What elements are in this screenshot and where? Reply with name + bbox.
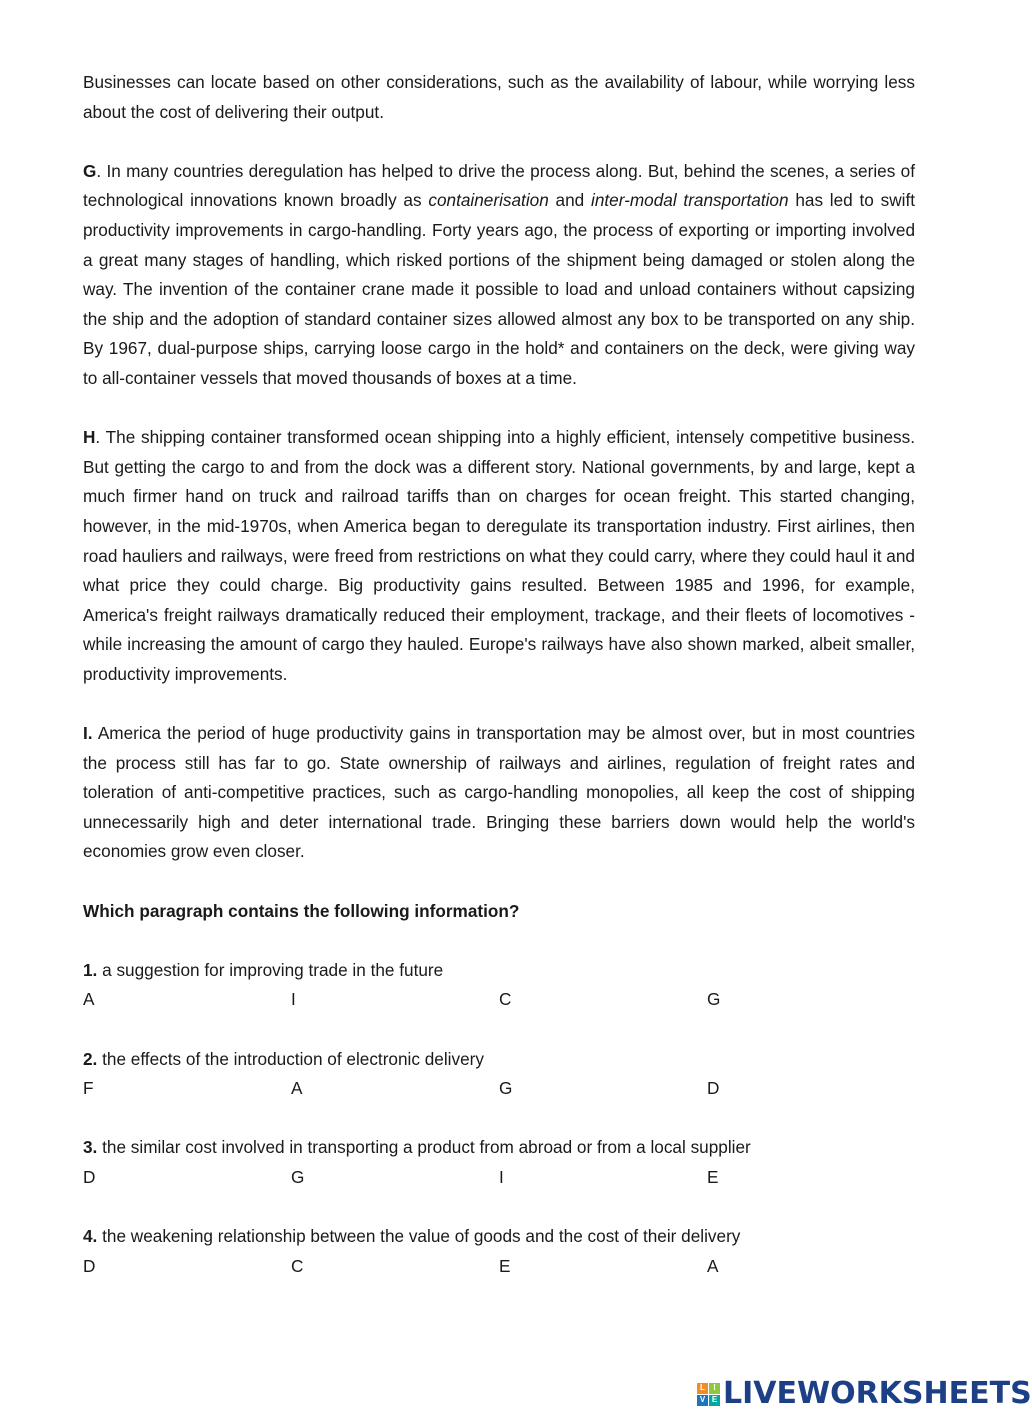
answer-options: [83, 1163, 915, 1193]
option-a[interactable]: D: [83, 1166, 96, 1187]
question-text: the effects of the introduction of electronic delivery: [97, 1048, 484, 1069]
question-2: [83, 1045, 915, 1104]
paragraph-h: H. The shipping container transformed ocean shipping into a highly efficient, intensely competitive business. But getting the cargo to and from the dock was a different story. National governments, by and large, kept a much firmer hand on truck and railroad tariffs than on charges for ocean freight. This started changing, however, in the mid-1970s, when America began to deregulate its transportation industry. First airlines, then road hauliers and railways, were freed from restrictions on what they could carry, where they could haul it and what price they could charge. Big productivity gains resulted. Between 1985 and 1996, for example, America's freight railways dramatically reduced their employment, trackage, and their fleets of locomotives - while increasing the amount of cargo they hauled. Europe's railways have also shown marked, albeit smaller, productivity improvements.: [83, 427, 915, 684]
option-d[interactable]: D: [707, 1078, 720, 1099]
brand-logo-icon: [697, 1383, 720, 1406]
paragraph-i: I. America the period of huge productivity gains in transportation may be almost over, but in most countries the process still has far to go. State ownership of railways and airlines, regulation of freight rates and toleration of anti-competitive practices, such as cargo-handling monopolies, all keep the cost of shipping unnecessarily high and deter international trade. Bringing these barriers down would help the world's economies grow even closer.: [83, 723, 915, 862]
question-text: a suggestion for improving trade in the future: [97, 959, 444, 980]
logo-tile: I: [709, 1383, 720, 1394]
option-d[interactable]: G: [707, 989, 721, 1010]
question-text: the weakening relationship between the value of goods and the cost of their delivery: [97, 1226, 741, 1247]
option-a[interactable]: A: [83, 989, 95, 1010]
worksheet-page: [83, 68, 915, 1281]
option-b[interactable]: C: [291, 1255, 304, 1276]
question-3: [83, 1133, 915, 1192]
option-a[interactable]: F: [83, 1078, 94, 1099]
option-b[interactable]: I: [291, 989, 296, 1010]
question-number: 2.: [83, 1048, 98, 1069]
logo-tile: L: [697, 1383, 708, 1394]
question-number: 4.: [83, 1226, 98, 1247]
intro-paragraph: Businesses can locate based on other considerations, such as the availability of labour, while worrying less about the cost of delivering their output.: [83, 72, 915, 122]
liveworksheets-brand[interactable]: [697, 1376, 1032, 1412]
option-c[interactable]: E: [499, 1255, 511, 1276]
paragraph-h-letter: H: [83, 427, 96, 448]
option-d[interactable]: A: [707, 1255, 719, 1276]
question-text: the similar cost involved in transporting a product from abroad or from a local supplier: [97, 1137, 751, 1158]
answer-options: [83, 1252, 915, 1282]
brand-name: LIVEWORKSHEETS: [723, 1376, 1032, 1411]
option-b[interactable]: A: [291, 1078, 303, 1099]
option-d[interactable]: E: [707, 1166, 719, 1187]
question-4: [83, 1222, 915, 1281]
logo-tile: E: [709, 1395, 720, 1406]
answer-options: [83, 1074, 915, 1104]
option-a[interactable]: D: [83, 1255, 96, 1276]
logo-tile: V: [697, 1395, 708, 1406]
question-heading: Which paragraph contains the following information?: [83, 900, 520, 921]
paragraph-i-letter: I.: [83, 723, 93, 744]
answer-options: [83, 985, 915, 1015]
paragraph-g-letter: G: [83, 160, 97, 181]
question-number: 1.: [83, 959, 98, 980]
option-b[interactable]: G: [291, 1166, 305, 1187]
question-number: 3.: [83, 1137, 98, 1158]
question-1: [83, 956, 915, 1015]
option-c[interactable]: G: [499, 1078, 513, 1099]
paragraph-g: G. In many countries deregulation has helped to drive the process along. But, behind the scenes, a series of technological innovations known broadly as containerisation and inter-modal transportation has led to swift productivity improvements in cargo-handling. Forty years ago, the process of exporting or importing involved a great many stages of handling, which risked portions of the shipment being damaged or stolen along the way. The invention of the container crane made it possible to load and unload containers without capsizing the ship and the adoption of standard container sizes allowed almost any box to be transported on any ship. By 1967, dual-purpose ships, carrying loose cargo in the hold* and containers on the deck, were giving way to all-container vessels that moved thousands of boxes at a time.: [83, 160, 915, 388]
option-c[interactable]: C: [499, 989, 512, 1010]
option-c[interactable]: I: [499, 1166, 504, 1187]
